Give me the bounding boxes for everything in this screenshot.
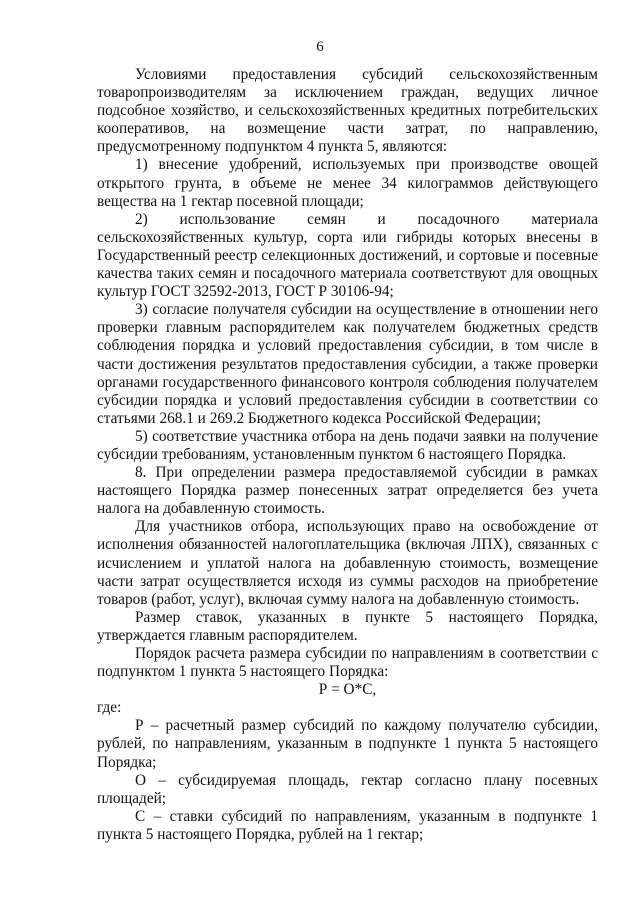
paragraph-condition-3: 3) согласие получателя субсидии на осуществление в отношении него проверки главным распорядителем как получателем бюджетных средств соблюдения порядка и условий предоставления субсидии, в том числе в части достижения результатов предоставления субсидии, а также проверки органами государственного финансового контроля соблюдения получателем субсидии порядка и условий предоставления субсидии в соответствии со статьями 268.1 и 269.2 Бюджетного кодекса Российской Федерации; [97, 301, 598, 427]
where-label: где: [97, 699, 122, 717]
definition-p: Р – расчетный размер субсидий по каждому получателю субсидии, рублей, по направлениям, указанным в подпункте 1 пункта 5 настоящего Порядка; [97, 717, 598, 771]
definition-c: С – ставки субсидий по направлениям, указанным в подпункте 1 пункта 5 настоящего Порядка, рублей на 1 гектар; [97, 807, 598, 843]
paragraph-rates: Размер ставок, указанных в пункте 5 настоящего Порядка, утверждается главным распорядителем. [97, 608, 598, 644]
paragraph-vat-exemption: Для участников отбора, использующих право на освобождение от исполнения обязанностей налогоплательщика (включая ЛПХ), связанных с исчислением и уплатой налога на добавленную стоимость, возмещение части затрат осуществляется исходя из суммы расходов на приобретение товаров (работ, услуг), включая сумму налога на добавленную стоимость. [97, 518, 598, 608]
page-number: 6 [316, 39, 324, 55]
document-body [97, 66, 598, 844]
paragraph-condition-2: 2) использование семян и посадочного материала сельскохозяйственных культур, сорта или гибриды которых внесены в Государственный реестр селекционных достижений, и сортовые и посевные качества таких семян и посадочного материала соответствуют для овощных культур ГОСТ 32592-2013, ГОСТ Р 30106-94; [97, 210, 598, 301]
paragraph-condition-1: 1) внесение удобрений, используемых при производстве овощей открытого грунта, в объеме не менее 34 килограммов действующего вещества на 1 гектар посевной площади; [97, 156, 598, 210]
formula: Р = О*С, [318, 681, 377, 699]
paragraph-condition-5: 5) соответствие участника отбора на день подачи заявки на получение субсидии требованиям, установленным пунктом 6 настоящего Порядка. [97, 427, 598, 463]
paragraph-calculation-order: Порядок расчета размера субсидии по направлениям в соответствии с подпунктом 1 пункта 5 настоящего Порядка: [97, 645, 598, 681]
paragraph-clause-8: 8. При определении размера предоставляемой субсидии в рамках настоящего Порядка размер понесенных затрат определяется без учета налога на добавленную стоимость. [97, 464, 598, 518]
paragraph-conditions-intro: Условиями предоставления субсидий сельскохозяйственным товаропроизводителям за исключением граждан, ведущих личное подсобное хозяйство, и сельскохозяйственных кредитных потребительских кооперативов, на возмещение части затрат, по направлению, предусмотренному подпунктом 4 пункта 5, являются: [97, 66, 598, 156]
definition-o: О – субсидируемая площадь, гектар согласно плану посевных площадей; [97, 771, 598, 807]
